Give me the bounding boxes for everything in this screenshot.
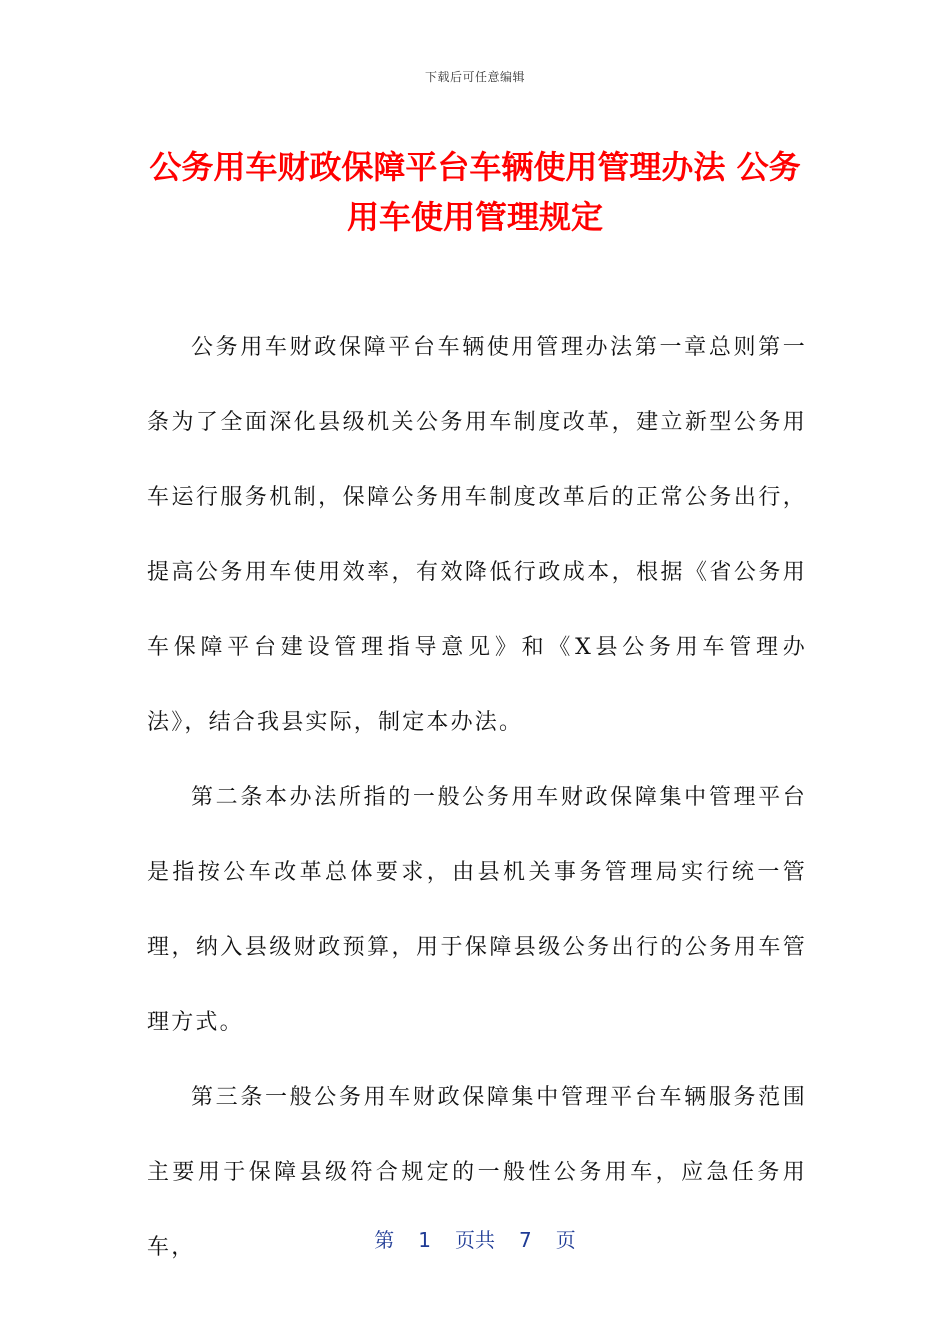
paragraph-2: 第二条本办法所指的一般公务用车财政保障集中管理平台是指按公车改革总体要求，由县机关事务管理局实行统一管理，纳入县级财政预算，用于保障县级公务出行的公务用车管理方式。 [147,785,807,1035]
paragraph-1: 公务用车财政保障平台车辆使用管理办法第一章总则第一条为了全面深化县级机关公务用车制度改革，建立新型公务用车运行服务机制，保障公务用车制度改革后的正常公务出行，提高公务用车使用效率，有效降低行政成本，根据《省公务用车保障平台建设管理指导意见》和《X县公务用车管理办法》，结合我县实际，制定本办法。 [147,335,807,735]
page-suffix: 页 [555,1228,576,1252]
page-prefix: 第 [374,1228,395,1252]
header-note: 下载后可任意编辑 [424,70,525,84]
document-title: 公务用车财政保障平台车辆使用管理办法 公务用车使用管理规定 [149,148,801,236]
current-page-number: 1 [418,1228,431,1252]
total-page-number: 7 [519,1228,532,1252]
document-body [147,310,807,1285]
page-footer [0,1224,950,1253]
page-mid-label: 页共 [455,1228,495,1252]
paragraph-3: 第三条一般公务用车财政保障集中管理平台车辆服务范围主要用于保障县级符合规定的一般性公务用车，应急任务用车， [147,1085,807,1260]
